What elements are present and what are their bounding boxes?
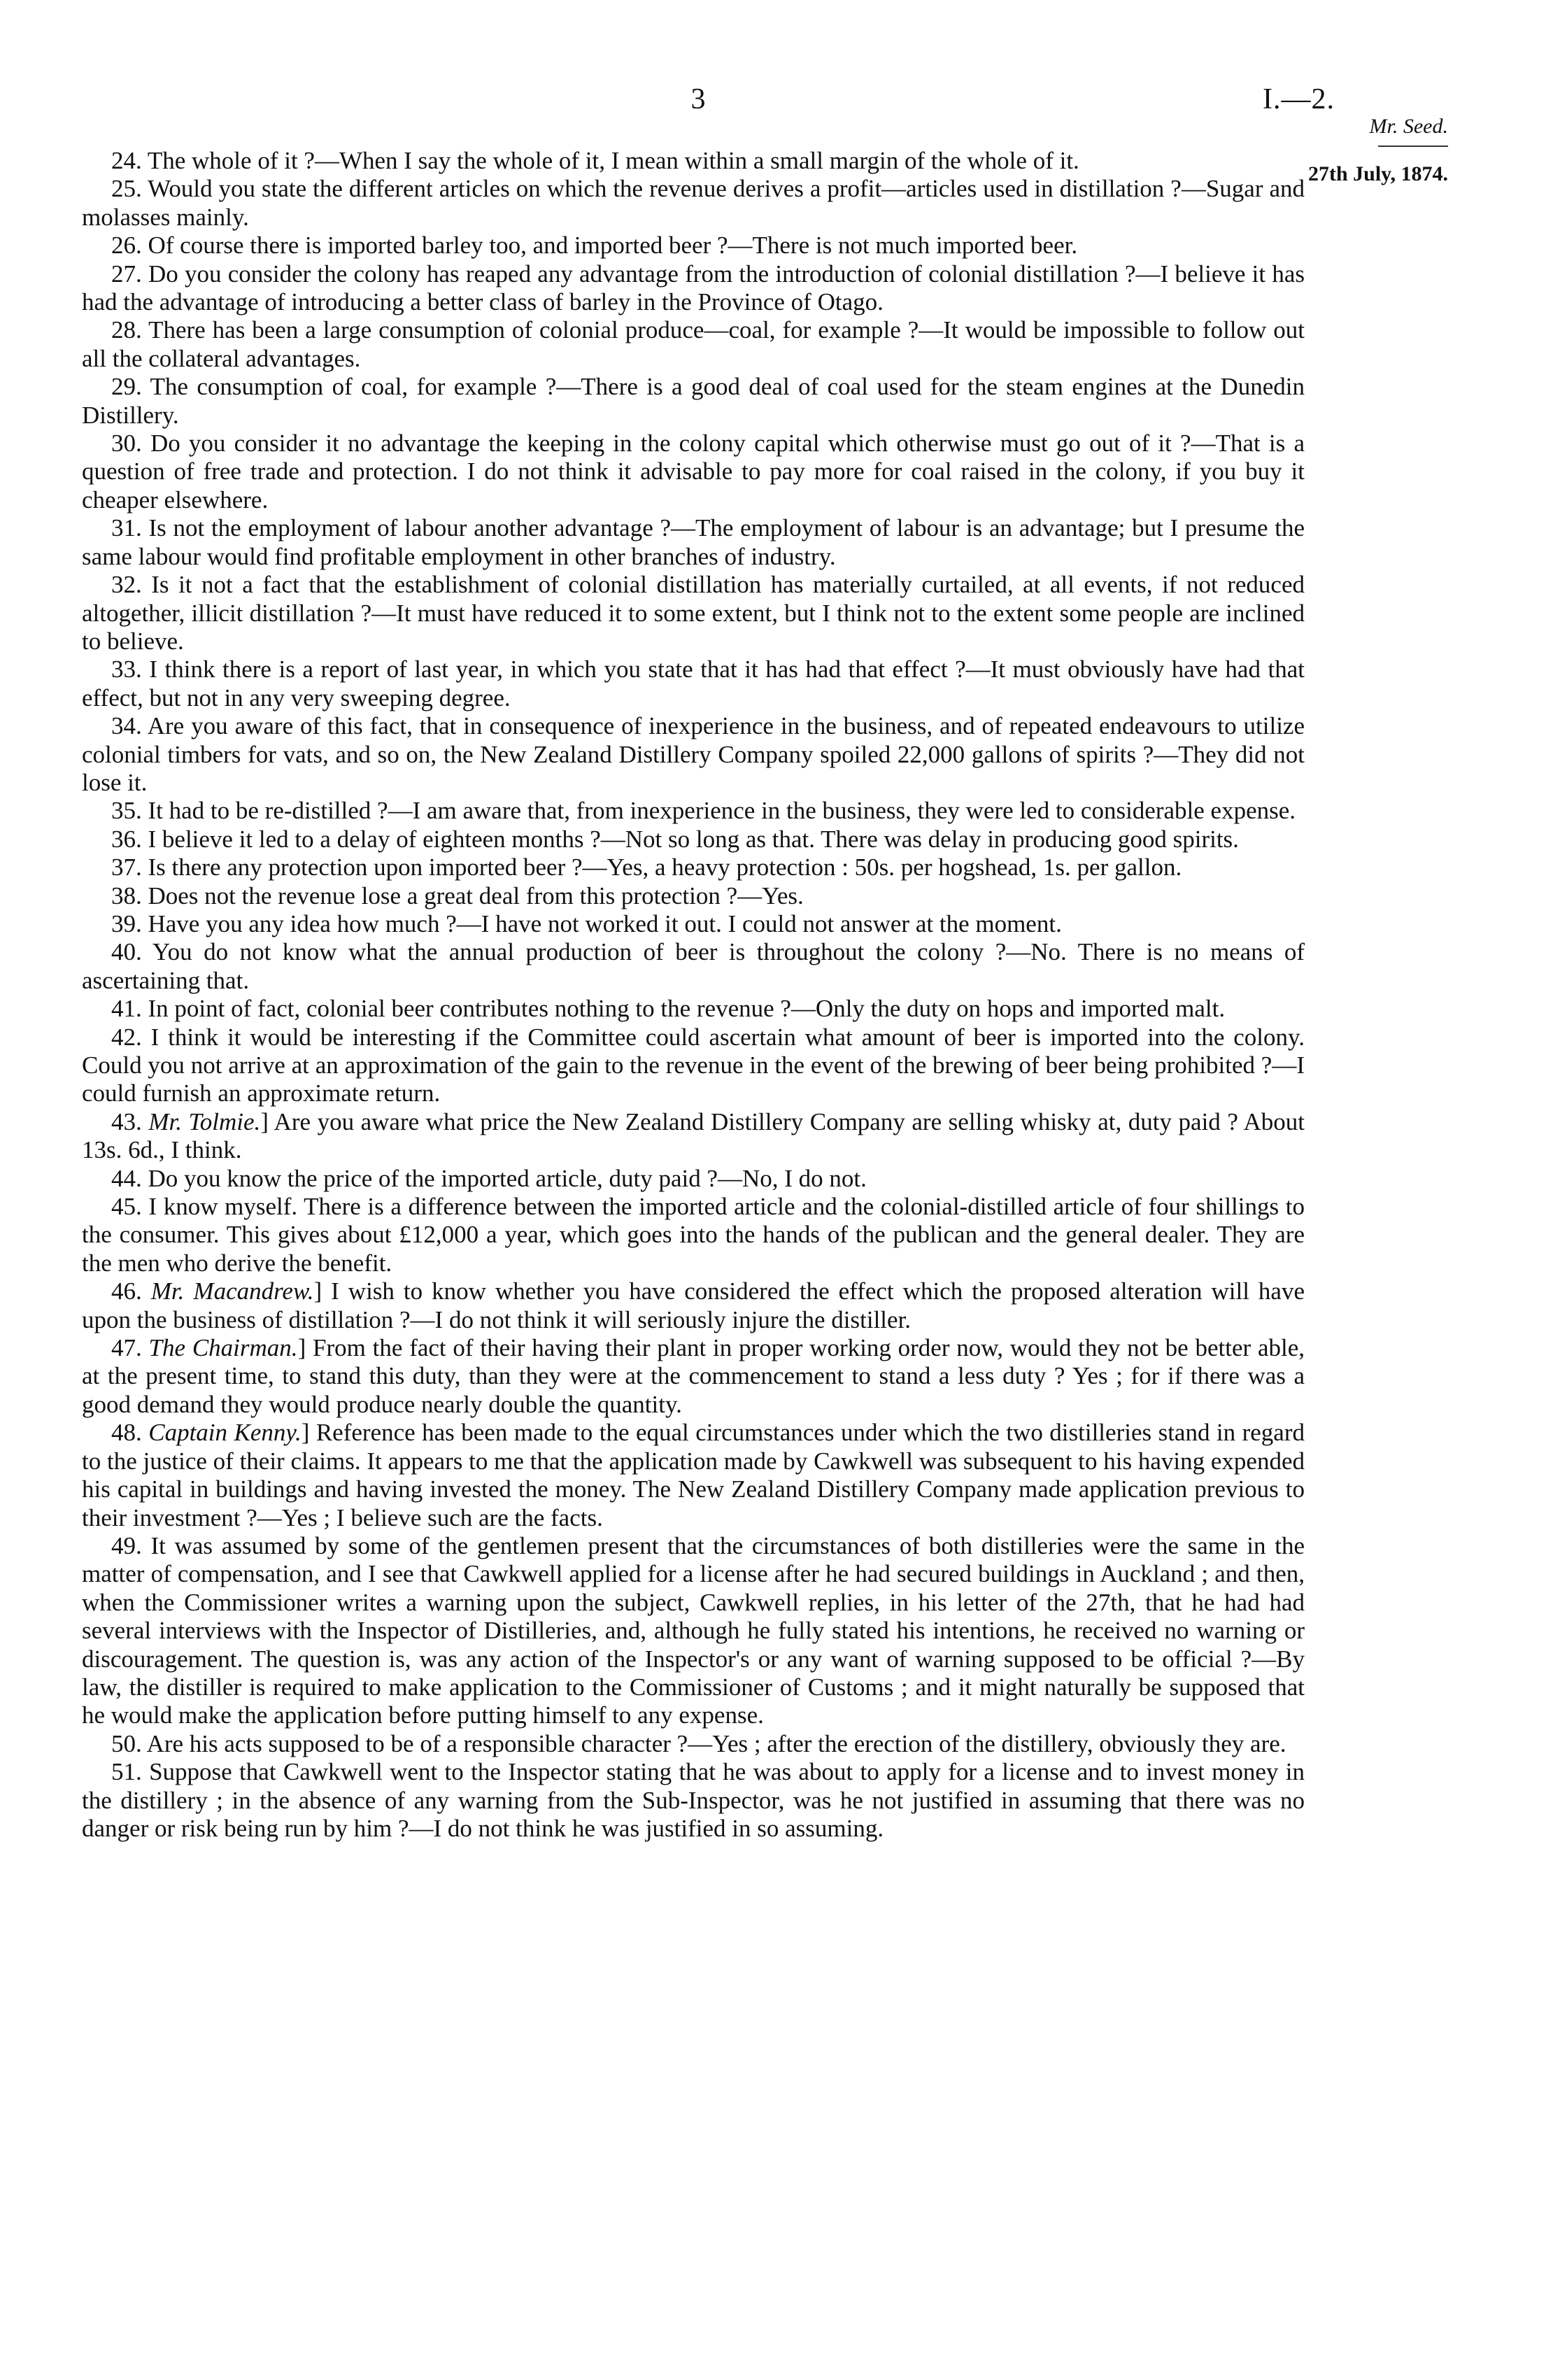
- testimony-paragraph: 31. Is not the employment of labour another advantage ?—The employment of labour is an advantage; but I presume the same labour would find profitable employment in other branches of industry.: [82, 514, 1305, 570]
- testimony-paragraph: 33. I think there is a report of last year, in which you state that it has had that effect ?—It must obviously have had that effect, but not in any very sweeping degree.: [82, 656, 1305, 711]
- testimony-body: [82, 147, 1305, 1843]
- question-number: 47.: [111, 1334, 142, 1362]
- testimony-paragraph: 30. Do you consider it no advantage the keeping in the colony capital which otherwise must go out of it ?—That is a question of free trade and protection. I do not think it advisable to pay more for coal raised in the colony, if you buy it cheaper elsewhere.: [82, 430, 1305, 513]
- testimony-paragraph: 41. In point of fact, colonial beer contributes nothing to the revenue ?—Only the duty on hops and imported malt.: [111, 995, 1226, 1023]
- testimony-paragraph: [82, 1277, 1305, 1334]
- testimony-text: ] From the fact of their having their plant in proper working order now, would they not be better able, at the present time, to stand this duty, than they were at the commencement to stand a less duty ? Yes ; for if there was a good demand they would produce nearly double the quantity.: [82, 1334, 1305, 1418]
- testimony-paragraph: 40. You do not know what the annual production of beer is throughout the colony ?—No. There is no means of ascertaining that.: [82, 938, 1305, 994]
- testimony-paragraph: 37. Is there any protection upon imported beer ?—Yes, a heavy protection : 50s. per hogshead, 1s. per gallon.: [111, 853, 1182, 881]
- testimony-paragraph: 24. The whole of it ?—When I say the whole of it, I mean within a small margin of the whole of it.: [111, 147, 1079, 174]
- testimony-paragraph: 26. Of course there is imported barley too, and imported beer ?—There is not much imported beer.: [111, 232, 1078, 260]
- testimony-paragraph: 28. There has been a large consumption of colonial produce—coal, for example ?—It would be impossible to follow out all the collateral advantages.: [82, 316, 1305, 372]
- margin-rule: [1378, 146, 1448, 147]
- witness-name: Mr. Seed.: [1369, 115, 1448, 138]
- page-number: 3: [690, 83, 706, 115]
- testimony-paragraph: [82, 1334, 1305, 1419]
- testimony-paragraph: 42. I think it would be interesting if the Committee could ascertain what amount of beer is imported into the colony. Could you not arrive at an approximation of the gain to the revenue in the event of the brewing of beer being prohibited ?—I could furnish an approximate return.: [82, 1023, 1305, 1107]
- testimony-paragraph: 32. Is it not a fact that the establishment of colonial distillation has materially curtailed, at all events, if not reduced altogether, illicit distillation ?—It must have reduced it to some extent, but I think not to the extent some people are inclined to believe.: [82, 571, 1305, 655]
- testimony-paragraph: 45. I know myself. There is a difference between the imported article and the colonial-distilled article of four shillings to the consumer. This gives about £12,000 a year, which goes into the hands of the publican and the general dealer. They are the men who derive the benefit.: [82, 1193, 1305, 1277]
- testimony-paragraph: 29. The consumption of coal, for example ?—There is a good deal of coal used for the steam engines at the Dunedin Distillery.: [82, 373, 1305, 429]
- testimony-text: ] I wish to know whether you have considered the effect which the proposed alteration will have upon the business of distillation ?—I do not think it will seriously injure the distiller.: [82, 1277, 1305, 1333]
- testimony-paragraph: 38. Does not the revenue lose a great deal from this protection ?—Yes.: [111, 881, 804, 909]
- question-number: 46.: [111, 1277, 142, 1305]
- testimony-paragraph: 34. Are you aware of this fact, that in consequence of inexperience in the business, and of repeated endeavours to utilize colonial timbers for vats, and so on, the New Zealand Distillery Company spoiled 22,000 gallons of spirits ?—They did not lose it.: [82, 712, 1305, 796]
- testimony-paragraph: 25. Would you state the different articles on which the revenue derives a profit—articles used in distillation ?—Sugar and molasses mainly.: [82, 175, 1305, 231]
- testimony-paragraph: 35. It had to be re-distilled ?—I am aware that, from inexperience in the business, they were led to considerable expense.: [111, 797, 1296, 825]
- testimony-paragraph: [82, 1419, 1305, 1532]
- hearing-date: 27th July, 1874.: [1307, 162, 1448, 185]
- testimony-text: ] Reference has been made to the equal circumstances under which the two distilleries stand in regard to the justice of their claims. It appears to me that the application made by Cawkwell was subsequent to his having expended his capital in buildings and having invested the money. The New Zealand Distillery Company made application previous to their investment ?—Yes ; I believe such are the facts.: [82, 1419, 1305, 1531]
- question-number: 48.: [111, 1419, 142, 1447]
- testimony-text: ] Are you aware what price the New Zealand Distillery Company are selling whisky at, duty paid ? About 13s. 6d., I think.: [82, 1107, 1305, 1164]
- testimony-paragraph: 27. Do you consider the colony has reaped any advantage from the introduction of colonial distillation ?—I believe it has had the advantage of introducing a better class of barley in the Province of Otago.: [82, 260, 1305, 316]
- document-reference: I.—2.: [1263, 83, 1335, 115]
- testimony-paragraph: 50. Are his acts supposed to be of a responsible character ?—Yes ; after the erection of the distillery, obviously they are.: [111, 1729, 1286, 1757]
- testimony-paragraph: 39. Have you any idea how much ?—I have not worked it out. I could not answer at the moment.: [111, 909, 1062, 937]
- question-number: 43.: [111, 1107, 142, 1135]
- testimony-paragraph: 51. Suppose that Cawkwell went to the Inspector stating that he was about to apply for a license and to invest money in the distillery ; in the absence of any warning from the Sub-Inspector, was he not justified in assuming that there was no danger or risk being run by him ?—I do not think he was justified in so assuming.: [82, 1758, 1305, 1842]
- testimony-paragraph: 49. It was assumed by some of the gentlemen present that the circumstances of both distilleries were the same in the matter of compensation, and I see that Cawkwell applied for a license after he had secured buildings in Auckland ; and then, when the Commissioner writes a warning upon the subject, Cawkwell replies, in his letter of the 27th, that he had had several interviews with the Inspector of Distilleries, and, although he fully stated his intentions, he received no warning or discouragement. The question is, was any action of the Inspector's or any want of warning supposed to be official ?—By law, the distiller is required to make application to the Commissioner of Customs ; and it might naturally be supposed that he would make the application before putting himself to any expense.: [82, 1531, 1305, 1729]
- speaker-name: Mr. Tolmie.: [148, 1107, 261, 1135]
- testimony-paragraph: [82, 1108, 1305, 1165]
- speaker-name: Mr. Macandrew.: [150, 1277, 314, 1305]
- speaker-name: The Chairman.: [148, 1334, 298, 1362]
- testimony-paragraph: 44. Do you know the price of the imported article, duty paid ?—No, I do not.: [111, 1164, 867, 1192]
- speaker-name: Captain Kenny.: [148, 1419, 302, 1447]
- testimony-paragraph: 36. I believe it led to a delay of eighteen months ?—Not so long as that. There was delay in producing good spirits.: [111, 825, 1239, 853]
